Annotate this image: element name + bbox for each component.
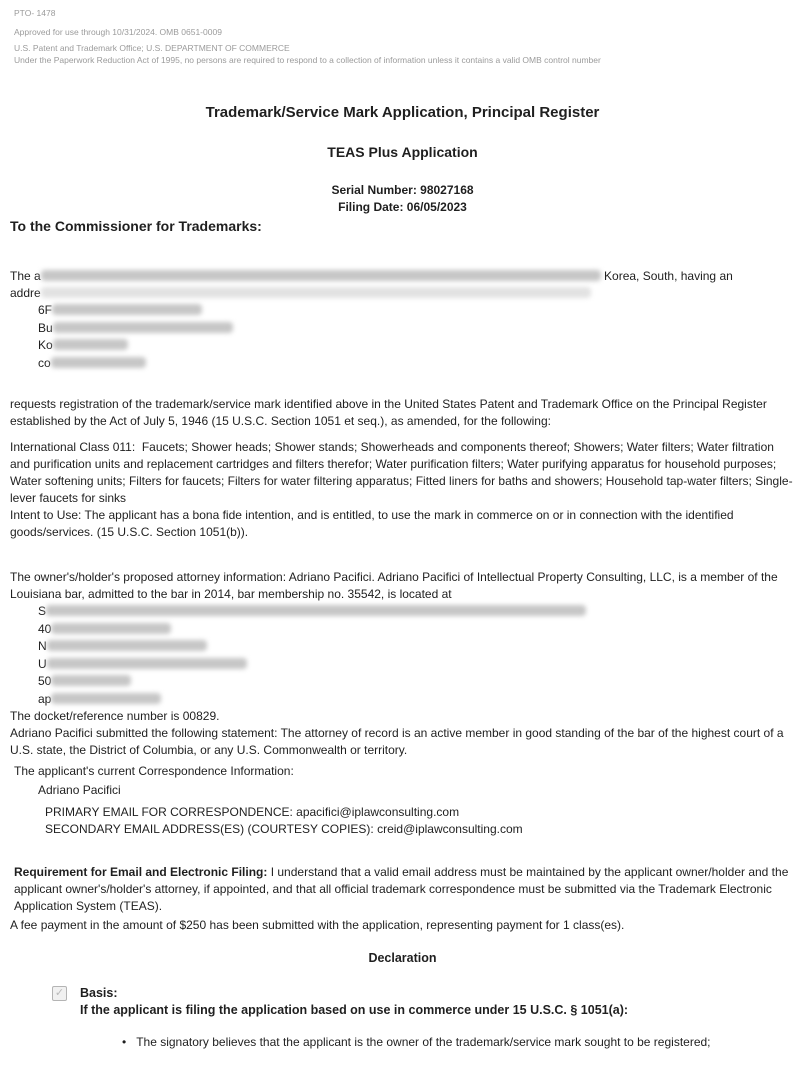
commissioner-heading: To the Commissioner for Trademarks: xyxy=(10,218,262,234)
request-paragraph: requests registration of the trademark/service mark identified above in the United States Patent and Trademark Office on the Principal Register established by the Act of July 5, 1946 (15 U.S.C. Section 1051 et seq.), as amended, for the following: xyxy=(10,397,767,428)
office-line: U.S. Patent and Trademark Office; U.S. DEPARTMENT OF COMMERCE xyxy=(14,43,290,53)
redacted-text xyxy=(47,658,247,669)
applicant-address-line: 6F xyxy=(38,302,795,320)
primary-email-line: PRIMARY EMAIL FOR CORRESPONDENCE: apacifici@iplawconsulting.com xyxy=(45,805,460,819)
document-title: Trademark/Service Mark Application, Principal Register xyxy=(205,104,600,121)
applicant-intro-line: The a Korea, South, having an xyxy=(10,269,733,283)
applicant-paragraph xyxy=(10,268,795,372)
redacted-text xyxy=(51,675,131,686)
attorney-address-line: 40 xyxy=(38,621,795,639)
basis-checkbox[interactable] xyxy=(52,986,67,1001)
redacted-text xyxy=(41,287,591,298)
correspondence-emails xyxy=(45,804,795,838)
redacted-text xyxy=(51,693,161,704)
attorney-address-line: N xyxy=(38,638,795,656)
basis-label: Basis: xyxy=(80,986,118,1000)
form-header xyxy=(10,8,795,66)
serial-number: Serial Number: 98027168 xyxy=(331,183,474,197)
attorney-paragraph: The owner's/holder's proposed attorney information: Adriano Pacifici. Adriano Pacifici of Intellectual Property Consulting, LLC, is a member of the Louisiana bar, admitted to the bar in 2014, bar membership no. 35542, is located at xyxy=(10,570,778,601)
redacted-text xyxy=(52,304,202,315)
basis-condition: If the applicant is filing the application based on use in commerce under 15 U.S.C. § 1051(a): xyxy=(80,1003,629,1017)
redacted-text xyxy=(51,623,171,634)
basis-texts xyxy=(80,985,628,1019)
attorney-address-line: ap xyxy=(38,691,795,709)
redacted-text xyxy=(53,322,233,333)
email-requirement-label: Requirement for Email and Electronic Filing: xyxy=(14,865,268,879)
email-requirement-text: I understand that a valid email address must be maintained by the applicant owner/holder and the applicant owner's/holder's attorney, if appointed, and that all official trademark correspondence must be submitted via the Trademark Electronic Application System (TEAS). xyxy=(14,865,789,913)
filing-date: Filing Date: 06/05/2023 xyxy=(338,200,467,214)
serial-filing-block xyxy=(10,182,795,216)
applicant-address-line: Bu xyxy=(38,320,795,338)
redacted-text xyxy=(47,640,207,651)
secondary-email-line: SECONDARY EMAIL ADDRESS(ES) (COURTESY COPIES): creid@iplawconsulting.com xyxy=(45,822,523,836)
document-subtitle: TEAS Plus Application xyxy=(327,144,478,160)
redacted-text xyxy=(51,357,146,368)
applicant-address-line: addre xyxy=(10,285,795,302)
correspondence-name: Adriano Pacifici xyxy=(38,783,121,797)
attorney-address-line: S xyxy=(38,603,795,621)
form-number: PTO- 1478 xyxy=(14,8,56,18)
attorney-statement: Adriano Pacifici submitted the following statement: The attorney of record is an active member in good standing of the bar of the highest court of a U.S. state, the District of Columbia, or any U.S. Commonwealth or territory. xyxy=(10,726,784,757)
applicant-address-line: co xyxy=(38,355,795,373)
docket-line: The docket/reference number is 00829. xyxy=(10,709,220,723)
intent-to-use-paragraph: Intent to Use: The applicant has a bona fide intention, and is entitled, to use the mark in commerce on or in connection with the identified goods/services. (15 U.S.C. Section 1051(b)). xyxy=(10,508,734,539)
basis-section xyxy=(52,985,795,1019)
fee-payment-line: A fee payment in the amount of $250 has been submitted with the application, representing payment for 1 class(es). xyxy=(10,918,625,932)
declaration-bullet-text: The signatory believes that the applicant is the owner of the trademark/service mark sought to be registered; xyxy=(136,1035,711,1049)
redacted-text xyxy=(46,605,586,616)
attorney-address-line: U xyxy=(38,656,795,674)
applicant-address-line: Ko xyxy=(38,337,795,355)
attorney-address-line: 50 xyxy=(38,673,795,691)
redacted-text xyxy=(41,270,601,281)
checkmark-icon: ✓ xyxy=(54,987,65,999)
bullet-icon: • xyxy=(122,1035,127,1049)
correspondence-heading: The applicant's current Correspondence Information: xyxy=(14,764,294,778)
goods-services-paragraph: International Class 011: Faucets; Shower heads; Shower stands; Showerheads and components thereof; Showers; Water filters; Water filtration and purification units and replacement cartridges and filters therefor; Water purification filters; Water purifying apparatus for household purposes; Water softening units; Filters for faucets; Filters for water filtering apparatus; Fitted liners for baths and showers; Household tap-water filters; Single-lever faucets for sinks xyxy=(10,440,793,505)
approval-notice: Approved for use through 10/31/2024. OMB 0651-0009 xyxy=(14,27,222,37)
redacted-text xyxy=(53,339,128,350)
declaration-bullet xyxy=(122,1034,752,1051)
paperwork-notice: Under the Paperwork Reduction Act of 1995, no persons are required to respond to a collection of information unless it contains a valid OMB control number xyxy=(14,55,601,65)
attorney-address-block xyxy=(10,603,795,708)
email-requirement-paragraph xyxy=(10,864,795,915)
declaration-heading: Declaration xyxy=(368,951,437,965)
